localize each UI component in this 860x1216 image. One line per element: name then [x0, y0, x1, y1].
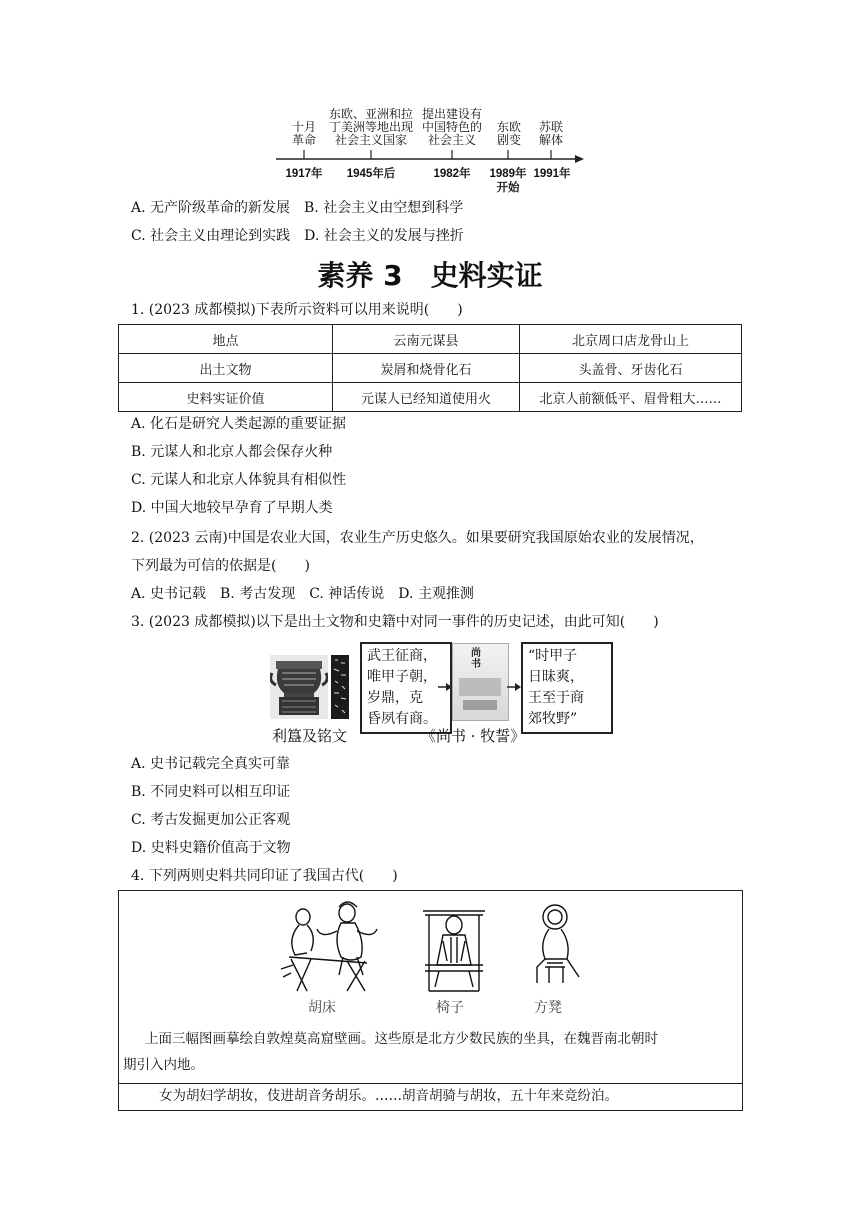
timeline-year-1917: 1917年	[285, 168, 323, 180]
table-cell: 元谋人已经知道使用火	[333, 383, 520, 412]
q4-caption-hu-bed: 胡床	[308, 1000, 336, 1016]
book-cover-image	[452, 643, 509, 721]
q3-option-d: D. 史料史籍价值高于文物	[131, 840, 291, 856]
timeline-year-1989: 1989年	[489, 168, 527, 180]
table-cell: 出土文物	[119, 354, 333, 383]
q4-paragraph-line-1: 上面三幅图画摹绘自敦煌莫高窟壁画。这些原是北方少数民族的坐具，在魏晋南北朝时	[145, 1031, 658, 1047]
table-cell: 地点	[119, 325, 333, 354]
q3-caption-book: 《尚书 · 牧誓》	[421, 727, 526, 745]
stool-drawing	[527, 903, 585, 985]
inscription-rubbing-image	[331, 655, 349, 719]
timeline-event-2: 东欧、亚洲和拉 丁美洲等地出现 社会主义国家	[328, 107, 413, 147]
chair-drawing	[417, 901, 491, 995]
table-row	[119, 354, 742, 383]
q4-quote: 女为胡妇学胡妆，伎进胡音务胡乐。……胡音胡骑与胡妆，五十年来竞纷泊。	[159, 1088, 618, 1104]
table-cell: 北京周口店龙骨山上	[520, 325, 742, 354]
q1-stem: 1. (2023 成都模拟)下表所示资料可以用来说明( )	[131, 302, 463, 318]
q4-quote-box	[118, 1082, 743, 1111]
q1-option-d: D. 中国大地较早孕育了早期人类	[131, 500, 333, 516]
timeline-event-3: 提出建设有 中国特色的 社会主义	[421, 107, 482, 147]
q3-caption-vessel: 利簋及铭文	[272, 727, 348, 745]
prev-options-line-1: A. 无产阶级革命的新发展 B. 社会主义由空想到科学	[131, 200, 464, 216]
book-quote-box: “时甲子 日昧爽， 王至于商 郊牧野”	[521, 642, 613, 734]
q2-options: A. 史书记载 B. 考古发现 C. 神话传说 D. 主观推测	[131, 586, 474, 602]
q1-option-c: C. 元谋人和北京人体貌具有相似性	[131, 472, 347, 488]
right-arrow-icon	[438, 681, 452, 693]
q4-stem: 4. 下列两则史料共同印证了我国古代( )	[131, 868, 398, 884]
timeline-event-4: 东欧 剧变	[496, 120, 521, 147]
table-cell: 北京人前额低平、眉骨粗大……	[520, 383, 742, 412]
q3-option-c: C. 考古发掘更加公正客观	[131, 812, 291, 828]
q1-option-b: B. 元谋人和北京人都会保存火种	[131, 444, 333, 460]
timeline	[270, 100, 590, 195]
bronze-vessel-image	[270, 655, 328, 719]
q2-stem-line-1: 2. (2023 云南)中国是农业大国，农业生产历史悠久。如果要研究我国原始农业的发展情况，	[131, 530, 704, 546]
q4-caption-stool: 方凳	[534, 1000, 562, 1016]
right-arrow-icon	[507, 681, 521, 693]
timeline-year-1945: 1945年后	[346, 168, 396, 180]
table-cell: 史料实证价值	[119, 383, 333, 412]
timeline-year-1991: 1991年	[533, 168, 571, 180]
timeline-year-1989-start: 开始	[496, 182, 520, 194]
hu-bed-drawing	[277, 899, 385, 995]
q2-stem-line-2: 下列最为可信的依据是( )	[131, 558, 310, 574]
q4-caption-chair: 椅子	[436, 1000, 464, 1016]
q4-paragraph-line-2: 期引入内地。	[123, 1057, 204, 1073]
table-row	[119, 325, 742, 354]
timeline-year-1982: 1982年	[433, 168, 471, 180]
timeline-event-1: 十月 革命	[291, 120, 316, 147]
table-cell: 炭屑和烧骨化石	[333, 354, 520, 383]
q1-table	[118, 324, 742, 412]
table-cell: 头盖骨、牙齿化石	[520, 354, 742, 383]
inscription-text-box: 武王征商， 唯甲子朝， 岁鼎，克 昏夙有商。	[360, 642, 452, 734]
table-cell: 云南元谋县	[333, 325, 520, 354]
timeline-axis	[270, 144, 590, 164]
timeline-event-5: 苏联 解体	[538, 120, 563, 147]
q3-stem: 3. (2023 成都模拟)以下是出土文物和史籍中对同一事件的历史记述，由此可知( )	[131, 614, 659, 630]
q3-option-b: B. 不同史料可以相互印证	[131, 784, 291, 800]
table-row	[119, 383, 742, 412]
q4-source-box	[118, 890, 743, 1084]
book-label: 尚书	[471, 648, 481, 670]
prev-options-line-2: C. 社会主义由理论到实践 D. 社会主义的发展与挫折	[131, 228, 464, 244]
q1-option-a: A. 化石是研究人类起源的重要证据	[131, 416, 347, 432]
q3-option-a: A. 史书记载完全真实可靠	[131, 756, 291, 772]
section-title: 素养 3 史料实证	[317, 259, 543, 292]
